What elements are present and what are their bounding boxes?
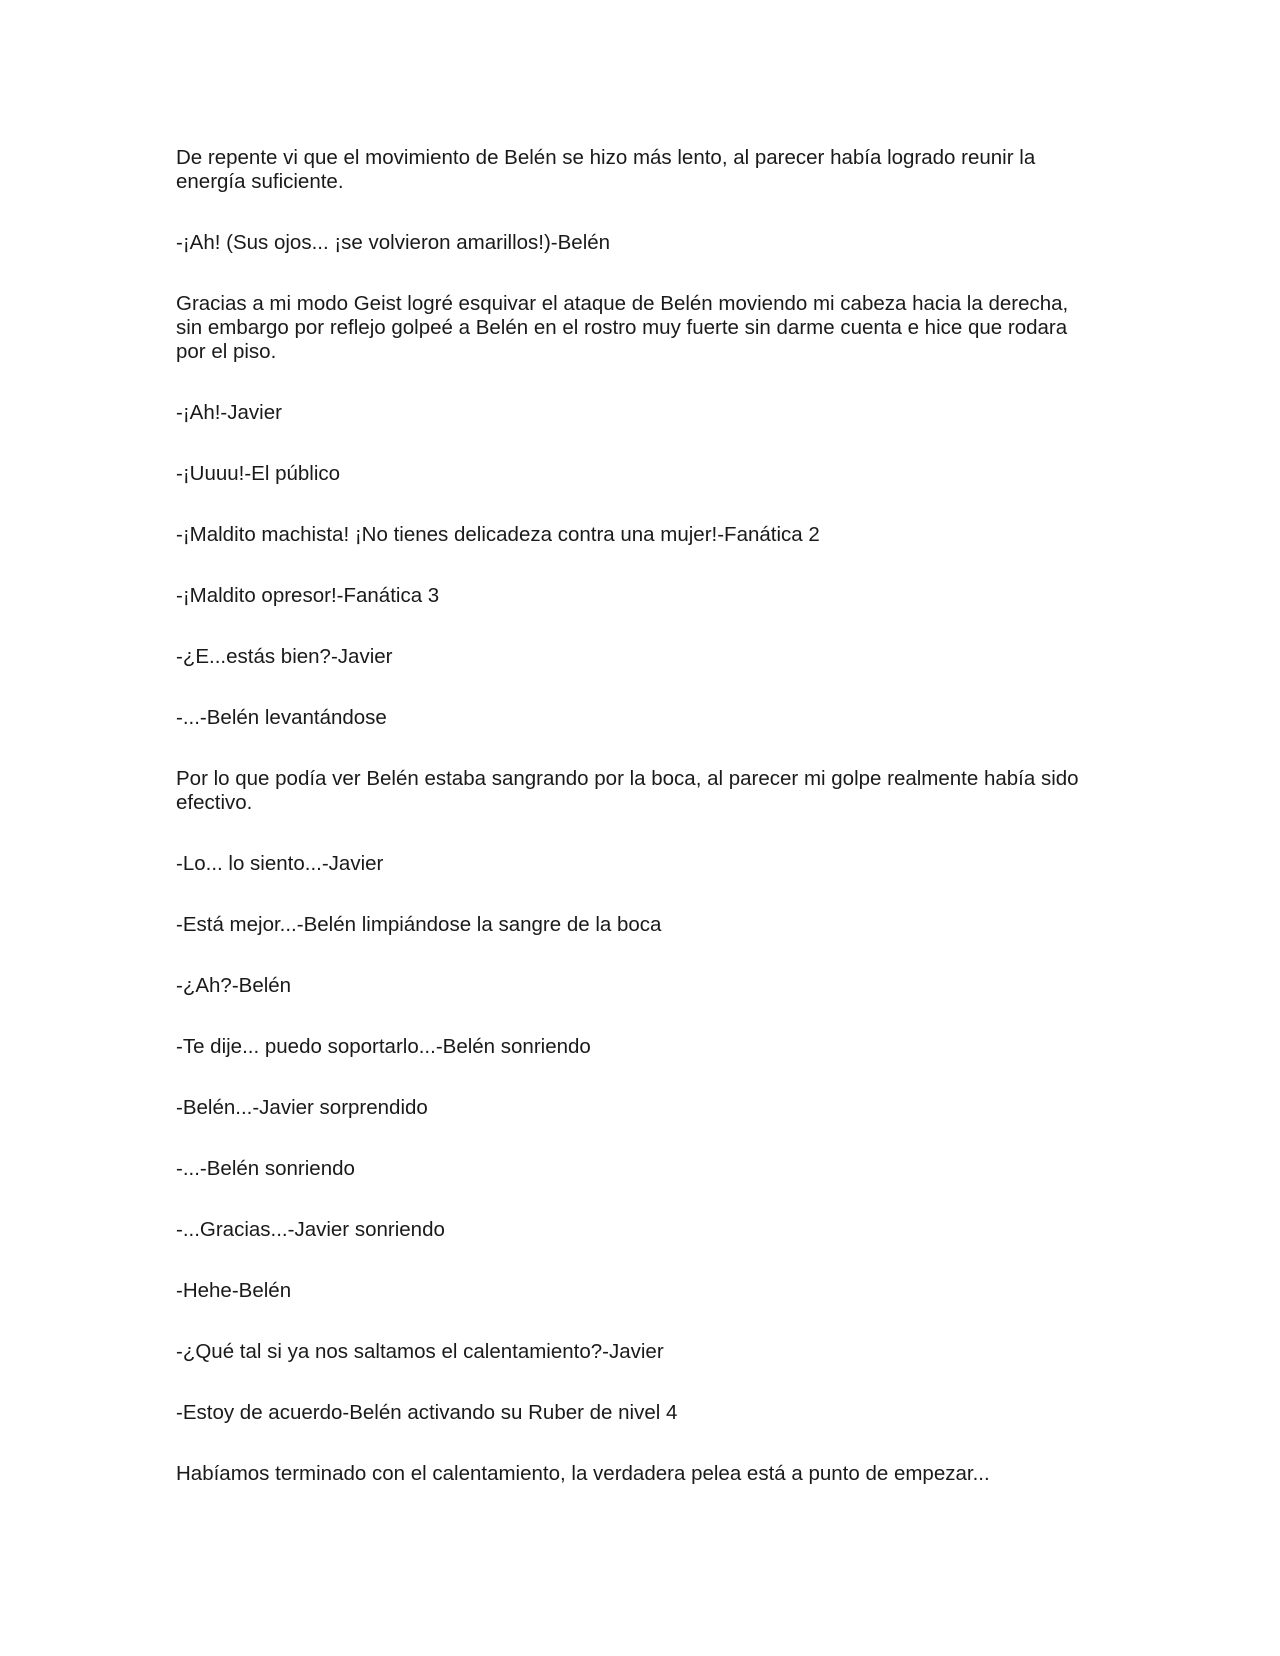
dialogue-line: -¡Maldito opresor!-Fanática 3 [176, 584, 440, 607]
dialogue-line: -¡Ah! (Sus ojos... ¡se volvieron amarillos!)-Belén [176, 231, 611, 254]
dialogue-line: -Hehe-Belén [176, 1279, 292, 1302]
dialogue-line: -Lo... lo siento...-Javier [176, 852, 384, 875]
dialogue-line: -...-Belén sonriendo [176, 1157, 355, 1180]
dialogue-line: -Estoy de acuerdo-Belén activando su Ruber de nivel 4 [176, 1401, 678, 1424]
document-page [176, 146, 1106, 1523]
dialogue-line: -Te dije... puedo soportarlo...-Belén sonriendo [176, 1035, 591, 1058]
dialogue-line: -¿Ah?-Belén [176, 974, 292, 997]
dialogue-line: -Está mejor...-Belén limpiándose la sangre de la boca [176, 913, 662, 936]
dialogue-line: -...Gracias...-Javier sonriendo [176, 1218, 445, 1241]
paragraph: De repente vi que el movimiento de Belén se hizo más lento, al parecer había logrado reunir la energía suficiente. [176, 146, 1036, 193]
dialogue-line: -¡Maldito machista! ¡No tienes delicadeza contra una mujer!-Fanática 2 [176, 523, 820, 546]
paragraph: Por lo que podía ver Belén estaba sangrando por la boca, al parecer mi golpe realmente había sido efectivo. [176, 767, 1079, 814]
dialogue-line: -Belén...-Javier sorprendido [176, 1096, 428, 1119]
dialogue-line: -¿E...estás bien?-Javier [176, 645, 393, 668]
paragraph: Habíamos terminado con el calentamiento, la verdadera pelea está a punto de empezar... [176, 1462, 990, 1485]
dialogue-line: -...-Belén levantándose [176, 706, 387, 729]
dialogue-line: -¡Uuuu!-El público [176, 462, 341, 485]
paragraph: Gracias a mi modo Geist logré esquivar el ataque de Belén moviendo mi cabeza hacia la derecha, sin embargo por reflejo golpeé a Belén en el rostro muy fuerte sin darme cuenta e hice que rodara por el piso. [176, 292, 1069, 363]
dialogue-line: -¿Qué tal si ya nos saltamos el calentamiento?-Javier [176, 1340, 664, 1363]
dialogue-line: -¡Ah!-Javier [176, 401, 282, 424]
